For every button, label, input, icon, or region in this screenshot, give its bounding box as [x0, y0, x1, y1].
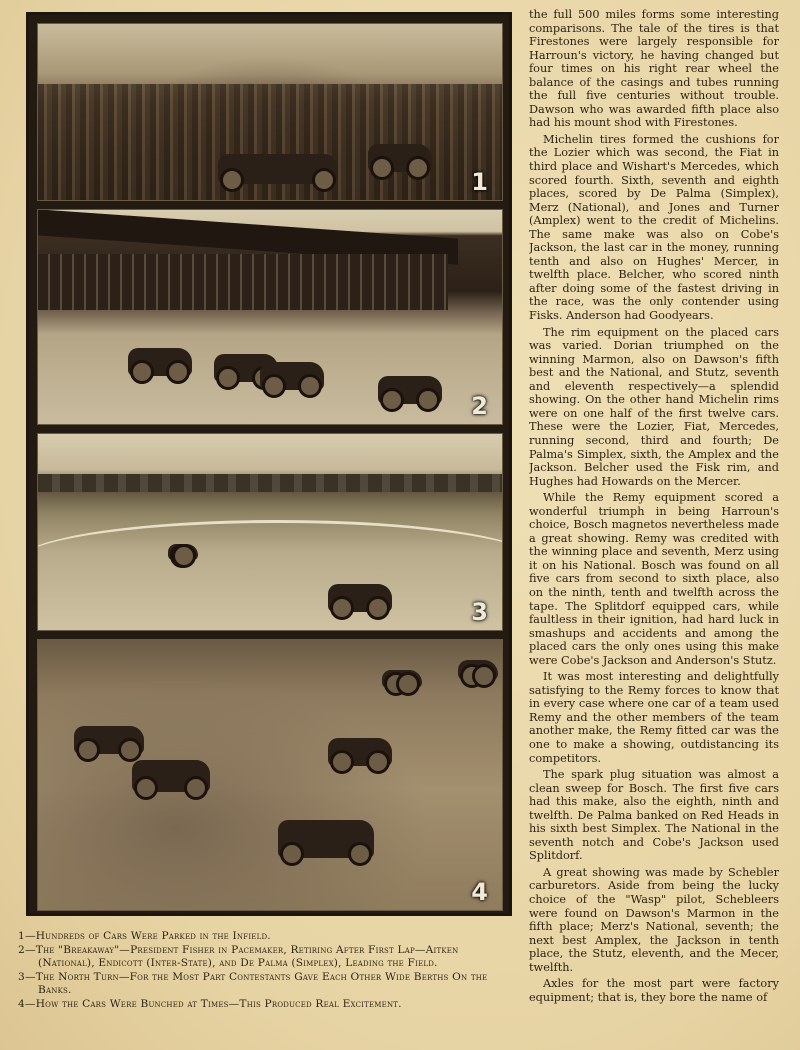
race-car — [74, 726, 144, 754]
article-paragraph: A great showing was made by Schebler carburetors. Aside from being the lucky choice of the "Wasp" pilot, Schebleers were found on Dawson's Marmon in the fifth place; Merz's National, seventh; the next best Amplex, the Jackson in tenth place, the Stutz, eleventh, and the Mecer, twelfth. — [529, 865, 779, 974]
photo-number: 2 — [471, 392, 488, 420]
article-paragraph: the full 500 miles forms some interesting comparisons. The tale of the tires is that Firestones were largely responsible for Harroun's victory, he having changed but four times on his right rear wheel the balance of the casings and tubes running the full five centuries without trouble. Dawson who was awarded fifth place also had his mount shod with Firestones. — [529, 8, 779, 130]
photo-infield-parked-cars — [37, 23, 503, 201]
article-column — [529, 8, 779, 1042]
photo-panel — [26, 12, 512, 916]
article-paragraph: The spark plug situation was almost a clean sweep for Bosch. The first five cars had this make, also the eighth, ninth and twelfth. De Palma banked on Red Heads in his sixth best Simplex. The National in the seventh notch and Cobe's Jackson used Splitdorf. — [529, 768, 779, 863]
article-paragraph: Michelin tires formed the cushions for the Lozier which was second, the Fiat in third place and Wishart's Mercedes, which scored fourth. Sixth, seventh and eighth places, scored by De Palma (Simplex), Merz (National), and Jones and Turner (Amplex) went to the credit of Michelins. The same make was also on Cobe's Jackson, the last car in the money, running tenth and also on Hughes' Mercer, in twelfth place. Belcher, who scored ninth after doing some of the fastest driving in the race, was the only contender using Fisks. Anderson had Goodyears. — [529, 132, 779, 323]
photo-captions — [18, 930, 518, 1012]
race-car — [328, 584, 392, 612]
article-paragraph: It was most interesting and delightfully satisfying to the Remy forces to know that in every case where one car of a team used Remy and the other members of the team another make, the Remy fitted car was the one to make a showing, outdistancing its competitors. — [529, 670, 779, 765]
race-car — [278, 820, 374, 858]
photo-north-turn — [37, 433, 503, 631]
photo-number: 1 — [471, 168, 488, 196]
parked-car — [218, 154, 338, 184]
photo-number: 4 — [471, 878, 488, 906]
grandstand — [38, 254, 448, 310]
photo-caption: 3—The North Turn—For the Most Part Contestants Gave Each Other Wide Berths On the Banks. — [18, 970, 488, 997]
photo-caption: 4—How the Cars Were Bunched at Times—This Produced Real Excitement. — [18, 997, 402, 1010]
parked-car — [368, 144, 432, 172]
photo-breakaway — [37, 209, 503, 425]
article-paragraph: While the Remy equipment scored a wonderful triumph in being Harroun's choice, Bosch magnetos nevertheless made a great showing. Remy was credited with the winning place and seventh, Merz using it on his National. Bosch was found on all five cars from second to sixth place, also on the ninth, tenth and twelfth across the tape. The Splitdorf equipped cars, while faultless in their ignition, had hard luck in smashups and accidents and among the placed cars the only ones using this make were Cobe's Jackson and Anderson's Stutz. — [529, 491, 779, 667]
tree-line — [38, 474, 502, 492]
photo-caption: 2—The "Breakaway"—President Fisher in Pacemaker, Retiring After First Lap—Aitken (National), Endicott (Inter-State), and De Palma (Simplex), Leading the Field. — [18, 943, 459, 970]
photo-number: 3 — [471, 598, 488, 626]
article-paragraph: The rim equipment on the placed cars was varied. Dorian triumphed on the winning Marmon, also on Dawson's fifth best and the National, and Stutz, seventh and eleventh respectively—a splendid showing. On the other hand Michelin rims were on one half of the first twelve cars. These were the Lozier, Fiat, Mercedes, running second, third and fourth; De Palma's Simplex, sixth, the Amplex and the Jackson. Belcher used the Fisk rim, and Hughes had Howards on the Mercer. — [529, 325, 779, 488]
photo-bunched-cars — [37, 639, 503, 911]
race-car — [128, 348, 192, 376]
article-paragraph: Axles for the most part were factory equipment; that is, they bore the name of — [529, 977, 779, 1004]
race-car — [378, 376, 442, 404]
race-car — [132, 760, 210, 792]
race-car — [458, 660, 498, 680]
track-edge — [37, 520, 503, 603]
race-car — [260, 362, 324, 390]
race-car — [382, 670, 422, 688]
race-car — [328, 738, 392, 766]
race-car — [168, 544, 198, 560]
photo-caption: 1—Hundreds of Cars Were Parked in the Infield. — [18, 930, 271, 942]
